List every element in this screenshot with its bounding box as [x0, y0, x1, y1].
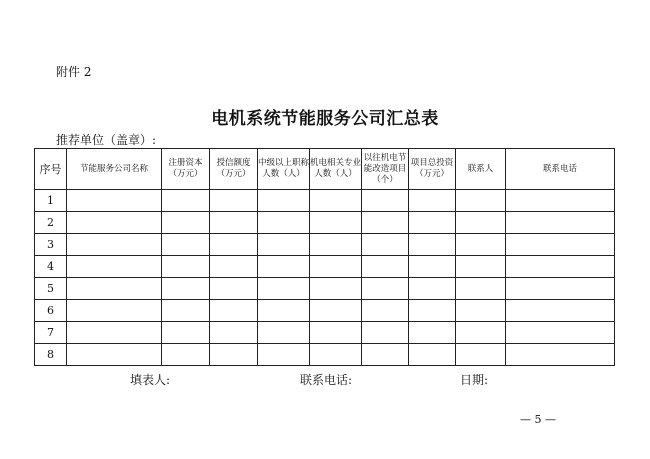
cell	[506, 300, 615, 322]
cell	[362, 190, 409, 212]
table-row	[35, 256, 615, 278]
header-past-projects: 以往机电节能改造项目（个）	[362, 149, 409, 190]
header-registered-capital: 注册资本（万元）	[162, 149, 210, 190]
cell	[310, 212, 362, 234]
cell	[258, 212, 310, 234]
table-row	[35, 190, 615, 212]
summary-table	[34, 148, 615, 366]
cell	[409, 234, 456, 256]
cell	[67, 256, 162, 278]
cell	[362, 278, 409, 300]
row-number: 8	[35, 344, 67, 366]
cell	[210, 256, 258, 278]
table-row	[35, 344, 615, 366]
cell	[258, 234, 310, 256]
cell	[456, 256, 506, 278]
cell	[258, 278, 310, 300]
page-title: 电机系统节能服务公司汇总表	[211, 109, 439, 129]
cell	[456, 322, 506, 344]
recommending-unit-label: 推荐单位（盖章）:	[56, 133, 157, 147]
filler-label: 填表人:	[130, 373, 171, 387]
cell	[409, 300, 456, 322]
table-row	[35, 212, 615, 234]
cell	[258, 256, 310, 278]
cell	[258, 300, 310, 322]
cell	[162, 212, 210, 234]
cell	[310, 256, 362, 278]
table-row	[35, 322, 615, 344]
table-row	[35, 234, 615, 256]
cell	[409, 278, 456, 300]
header-credit-line: 授信额度（万元）	[210, 149, 258, 190]
cell	[67, 344, 162, 366]
cell	[506, 234, 615, 256]
cell	[409, 212, 456, 234]
cell	[456, 300, 506, 322]
row-number: 2	[35, 212, 67, 234]
cell	[506, 322, 615, 344]
cell	[409, 256, 456, 278]
table-row	[35, 300, 615, 322]
cell	[67, 234, 162, 256]
row-number: 1	[35, 190, 67, 212]
cell	[362, 234, 409, 256]
row-number: 6	[35, 300, 67, 322]
cell	[506, 278, 615, 300]
header-contact-phone: 联系电话	[506, 149, 615, 190]
cell	[162, 300, 210, 322]
cell	[506, 344, 615, 366]
cell	[162, 344, 210, 366]
cell	[210, 190, 258, 212]
cell	[162, 234, 210, 256]
cell	[310, 344, 362, 366]
cell	[258, 190, 310, 212]
cell	[506, 212, 615, 234]
table-header-row	[35, 149, 615, 190]
cell	[362, 300, 409, 322]
cell	[362, 344, 409, 366]
header-contact-person: 联系人	[456, 149, 506, 190]
row-number: 4	[35, 256, 67, 278]
cell	[258, 322, 310, 344]
cell	[310, 278, 362, 300]
cell	[67, 190, 162, 212]
cell	[362, 256, 409, 278]
cell	[67, 322, 162, 344]
table-row	[35, 278, 615, 300]
cell	[409, 344, 456, 366]
date-label: 日期:	[460, 373, 489, 387]
header-company-name: 节能服务公司名称	[67, 149, 162, 190]
cell	[210, 344, 258, 366]
cell	[67, 300, 162, 322]
cell	[310, 234, 362, 256]
contact-phone-label: 联系电话:	[300, 373, 353, 387]
cell	[210, 300, 258, 322]
cell	[409, 190, 456, 212]
cell	[310, 322, 362, 344]
cell	[210, 234, 258, 256]
row-number: 3	[35, 234, 67, 256]
cell	[456, 278, 506, 300]
cell	[310, 190, 362, 212]
header-related-major-staff: 机电相关专业人数（人）	[310, 149, 362, 190]
cell	[67, 278, 162, 300]
cell	[362, 322, 409, 344]
cell	[210, 322, 258, 344]
row-number: 7	[35, 322, 67, 344]
page-number: — 5 —	[520, 413, 556, 426]
cell	[210, 212, 258, 234]
header-seq: 序号	[35, 149, 67, 190]
cell	[456, 190, 506, 212]
cell	[506, 256, 615, 278]
cell	[162, 278, 210, 300]
cell	[409, 322, 456, 344]
header-total-investment: 项目总投资（万元）	[409, 149, 456, 190]
cell	[456, 234, 506, 256]
attachment-label: 附件 2	[56, 65, 92, 79]
cell	[310, 300, 362, 322]
cell	[258, 344, 310, 366]
cell	[162, 322, 210, 344]
cell	[210, 278, 258, 300]
cell	[162, 190, 210, 212]
cell	[456, 212, 506, 234]
row-number: 5	[35, 278, 67, 300]
cell	[456, 344, 506, 366]
cell	[67, 212, 162, 234]
cell	[162, 256, 210, 278]
header-mid-title-staff: 中级以上职称人数（人）	[258, 149, 310, 190]
cell	[506, 190, 615, 212]
cell	[362, 212, 409, 234]
